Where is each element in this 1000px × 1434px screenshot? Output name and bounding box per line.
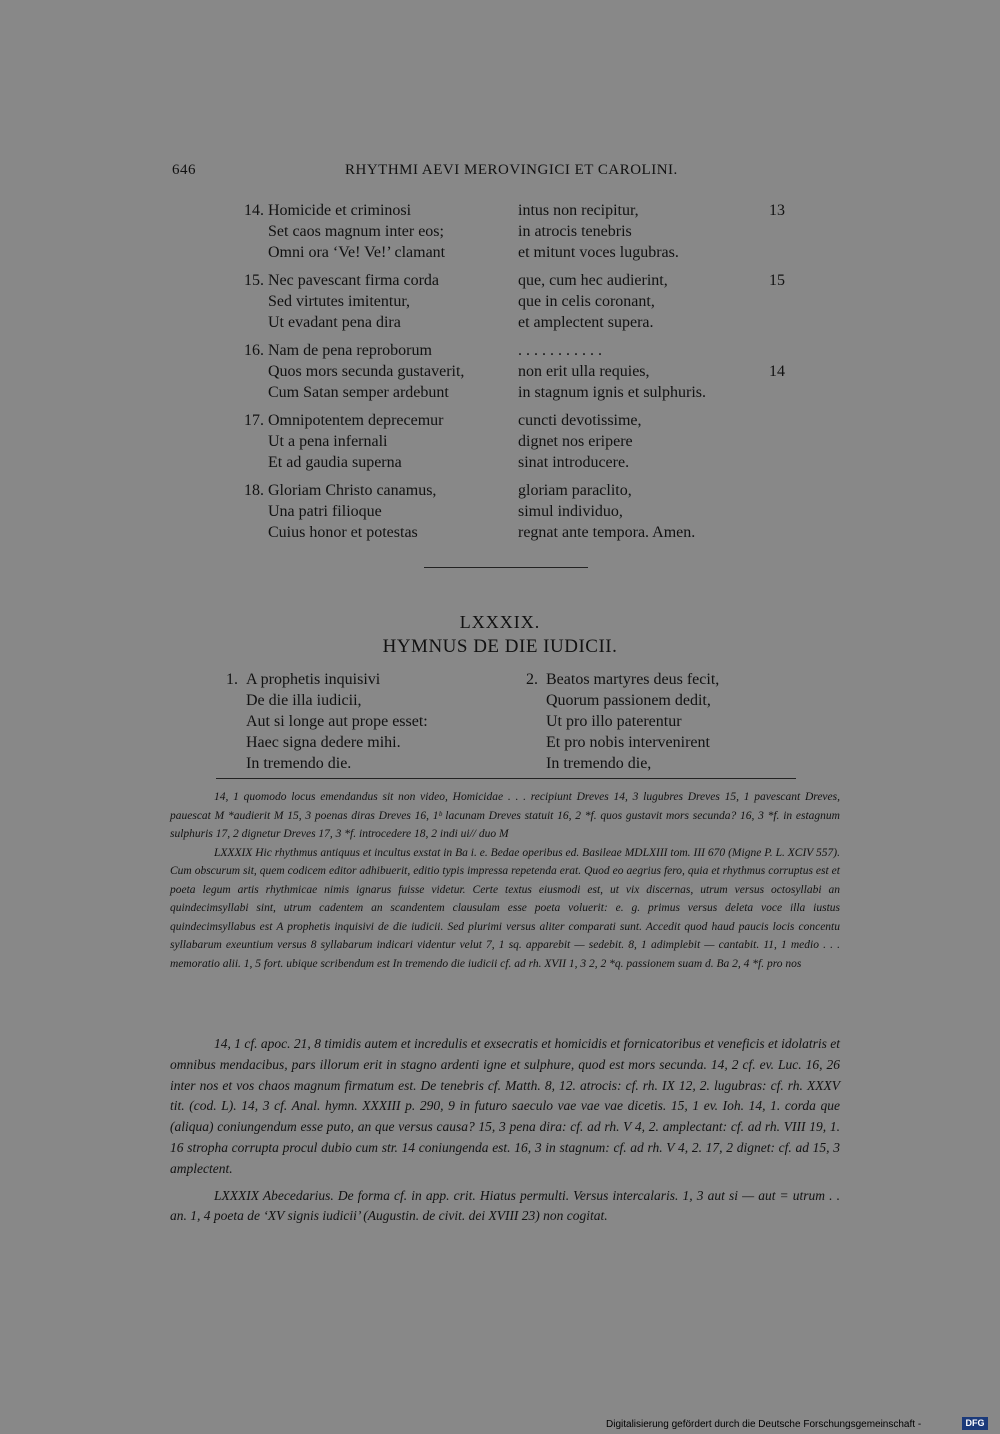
stanza-number: 2. bbox=[526, 671, 538, 688]
poem-line bbox=[232, 270, 792, 291]
line-right: in stagnum ignis et sulphuris. bbox=[518, 384, 706, 401]
line-right: que in celis coronant, bbox=[518, 293, 655, 310]
stanza-16 bbox=[232, 340, 792, 403]
section-divider bbox=[424, 567, 588, 568]
hymn-line bbox=[226, 711, 506, 732]
line-right: in atrocis tenebris bbox=[518, 223, 632, 240]
hymn-line-text: Ut pro illo paterentur bbox=[546, 713, 682, 730]
line-left: Ut evadant pena dira bbox=[268, 314, 401, 331]
line-right: sinat introducere. bbox=[518, 454, 630, 471]
hymn-line bbox=[226, 753, 506, 774]
hymn-stanza-1 bbox=[226, 669, 506, 774]
margin-ref: 15 bbox=[769, 272, 785, 289]
line-left: Ut a pena infernali bbox=[268, 433, 388, 450]
hymn-line-text: In tremendo die, bbox=[546, 755, 652, 772]
poem-line bbox=[232, 221, 792, 242]
stanza-number: 15. bbox=[244, 272, 264, 289]
line-right: intus non recipitur, bbox=[518, 202, 639, 219]
line-right: . . . . . . . . . . . bbox=[518, 342, 602, 359]
hymn-line bbox=[526, 753, 806, 774]
line-right: et mitunt voces lugubras. bbox=[518, 244, 679, 261]
dfg-logo-icon: DFG bbox=[962, 1417, 988, 1430]
commentary-notes bbox=[170, 1034, 840, 1227]
line-left: Sed virtutes imitentur, bbox=[268, 293, 411, 310]
stanza-number: 1. bbox=[226, 671, 238, 688]
hymn-line-text: Et pro nobis intervenirent bbox=[546, 734, 710, 751]
stanza-18 bbox=[232, 480, 792, 543]
line-left: Omni ora ‘Ve! Ve!’ clamant bbox=[268, 244, 446, 261]
line-left: Quos mors secunda gustaverit, bbox=[268, 363, 465, 380]
line-left: Homicide et criminosi bbox=[268, 202, 412, 219]
stanza-number: 14. bbox=[244, 202, 264, 219]
hymn-number: LXXXIX. bbox=[459, 612, 541, 632]
stanza-number: 18. bbox=[244, 482, 264, 499]
hymn-line bbox=[226, 732, 506, 753]
line-right: et amplectent supera. bbox=[518, 314, 654, 331]
hymn-line bbox=[226, 669, 506, 690]
poem-line bbox=[232, 431, 792, 452]
margin-ref: 13 bbox=[769, 202, 785, 219]
hymn-line-text: A prophetis inquisivi bbox=[246, 671, 381, 688]
page-number: 646 bbox=[172, 162, 196, 178]
poem-line bbox=[232, 410, 792, 431]
hymn-line-text: In tremendo die. bbox=[246, 755, 352, 772]
line-left: Cum Satan semper ardebunt bbox=[268, 384, 449, 401]
poem-line bbox=[232, 312, 792, 333]
hymn-line bbox=[526, 732, 806, 753]
line-left: Gloriam Christo canamus, bbox=[268, 482, 437, 499]
line-left: Nec pavescant firma corda bbox=[268, 272, 440, 289]
line-left: Omnipotentem deprecemur bbox=[268, 412, 444, 429]
hymn-title: HYMNUS DE DIE IUDICII. bbox=[382, 636, 618, 657]
poem-line bbox=[232, 200, 792, 221]
poem-line bbox=[232, 522, 792, 543]
line-left: Cuius honor et potestas bbox=[268, 524, 418, 541]
line-left: Una patri filioque bbox=[268, 503, 382, 520]
running-head: RHYTHMI AEVI MEROVINGICI ET CAROLINI. bbox=[345, 162, 678, 178]
hymn-line bbox=[226, 690, 506, 711]
line-right: gloriam paraclito, bbox=[518, 482, 632, 499]
stanza-17 bbox=[232, 410, 792, 473]
poem-line bbox=[232, 501, 792, 522]
line-left: Set caos magnum inter eos; bbox=[268, 223, 444, 240]
line-right: dignet nos eripere bbox=[518, 433, 633, 450]
line-right: non erit ulla requies, bbox=[518, 363, 650, 380]
apparatus-paragraph: LXXXIX Hic rhythmus antiquus et incultus exstat in Ba i. e. Bedae operibus ed. Basileae MDLXIII tom. III 670 (Migne P. L. XCIV 557). Cum obscurum sit, quem codicem editor adhibuerit, editio typis impressa repetenda erat. Quod eo aegrius fero, quia et rhythmus corruptus est et poeta legum artis rhythmicae nimis ignarus fuisse videtur. Certe textus eiusmodi est, ut vix discernas, utrum versus octosyllabi an quindecimsyllabi sint, utrum cadentem an scandentem clausulam esse poeta voluerit: e. g. primus versus deleta voce illa iustus quindecimsyllabus est A prophetis inquisivi de die iudicii. Sed plurimi versus aliter comparati sunt. Accedit quod haud paucis locis concentu syllabarum exeuntium versus 8 syllabarum indicari videntur velut 7, 1 sq. apparebit — sedebit. 8, 1 adimplebit — cantabit. 11, 1 medio . . . memoratio alii. 1, 5 fort. ubique scribendum est In tremendo die iudicii cf. ad rh. XVII 1, 3 2, 2 *q. passionem suam d. Ba 2, 4 *f. pro nos bbox=[170, 846, 840, 970]
poem-line bbox=[232, 452, 792, 473]
stanza-number: 17. bbox=[244, 412, 264, 429]
hymn-line-text: Beatos martyres deus fecit, bbox=[546, 671, 720, 688]
stanza-14 bbox=[232, 200, 792, 263]
critical-apparatus bbox=[170, 788, 840, 973]
hymn-line bbox=[526, 669, 806, 690]
hymn-line bbox=[526, 690, 806, 711]
margin-ref: 14 bbox=[769, 363, 785, 380]
stanza-15 bbox=[232, 270, 792, 333]
hymn-line-text: Quorum passionem dedit, bbox=[546, 692, 711, 709]
poem-line bbox=[232, 361, 792, 382]
notes-paragraph: 14, 1 cf. apoc. 21, 8 timidis autem et incredulis et exsecratis et homicidis et fornicatoribus et veneficis et idolatris et omnibus mendacibus, pars illorum erit in stagno ardenti igne et sulphure, quod est mors secunda. 14, 2 cf. ev. Luc. 16, 26 inter nos et vos chaos magnum firmatum est. De tenebris cf. Matth. 8, 12. atrocis: cf. rh. IX 12, 2. lugubras: cf. rh. XXXV tit. (cod. L). 14, 3 cf. Anal. hymn. XXXIII p. 290, 9 in futuro saeculo vae vae vae dicetis. 15, 1 ev. Ioh. 14, 1. corda que (aliqua) coniungendum esse puto, an que versus causa? 15, 3 pena dira: cf. ad rh. V 4, 2. amplectant: cf. ad rh. VIII 19, 1. 16 stropha corrupta procul dubio cum str. 14 coniungenda est. 16, 3 in stagnum: cf. ad rh. V 4, 2. 17, 2 dignet: cf. ad 15, 3 amplectent. bbox=[170, 1036, 840, 1176]
hymn-stanza-2 bbox=[526, 669, 806, 774]
line-right: simul individuo, bbox=[518, 503, 623, 520]
line-left: Et ad gaudia superna bbox=[268, 454, 402, 471]
hymn-line bbox=[526, 711, 806, 732]
apparatus-divider bbox=[216, 778, 796, 779]
poem-line bbox=[232, 242, 792, 263]
notes-paragraph: LXXXIX Abecedarius. De forma cf. in app. crit. Hiatus permulti. Versus intercalaris. 1, 3 aut si — aut = utrum . . an. 1, 4 poeta de ‘XV signis iudicii’ (Augustin. de civit. dei XVIII 23) non cogitat. bbox=[170, 1187, 840, 1224]
line-left: Nam de pena reproborum bbox=[268, 342, 432, 359]
poem-line bbox=[232, 480, 792, 501]
poem-line bbox=[232, 291, 792, 312]
hymn-line-text: De die illa iudicii, bbox=[246, 692, 362, 709]
line-right: regnat ante tempora. Amen. bbox=[518, 524, 696, 541]
poem-line bbox=[232, 340, 792, 361]
funding-footer: Digitalisierung gefördert durch die Deutsche Forschungsgemeinschaft - bbox=[606, 1419, 922, 1430]
apparatus-paragraph: 14, 1 quomodo locus emendandus sit non video, Homicidae . . . recipiunt Dreves 14, 3 lugubres Dreves 15, 1 pavescant Dreves, pauescat M *audierit M 15, 3 poenas diras Dreves 16, 1ᵇ lacunam Dreves statuit 16, 2 *f. quos gustavit mors secunda? 16, 3 *f. in estagnum sulphuris 17, 2 dignetur Dreves 17, 3 *f. introcedere 18, 2 indi ui// duo M bbox=[170, 791, 840, 840]
hymn-line-text: Aut si longe aut prope esset: bbox=[246, 713, 428, 730]
stanza-number: 16. bbox=[244, 342, 264, 359]
poem-line bbox=[232, 382, 792, 403]
line-right: cuncti devotissime, bbox=[518, 412, 642, 429]
hymn-line-text: Haec signa dedere mihi. bbox=[246, 734, 401, 751]
line-right: que, cum hec audierint, bbox=[518, 272, 668, 289]
